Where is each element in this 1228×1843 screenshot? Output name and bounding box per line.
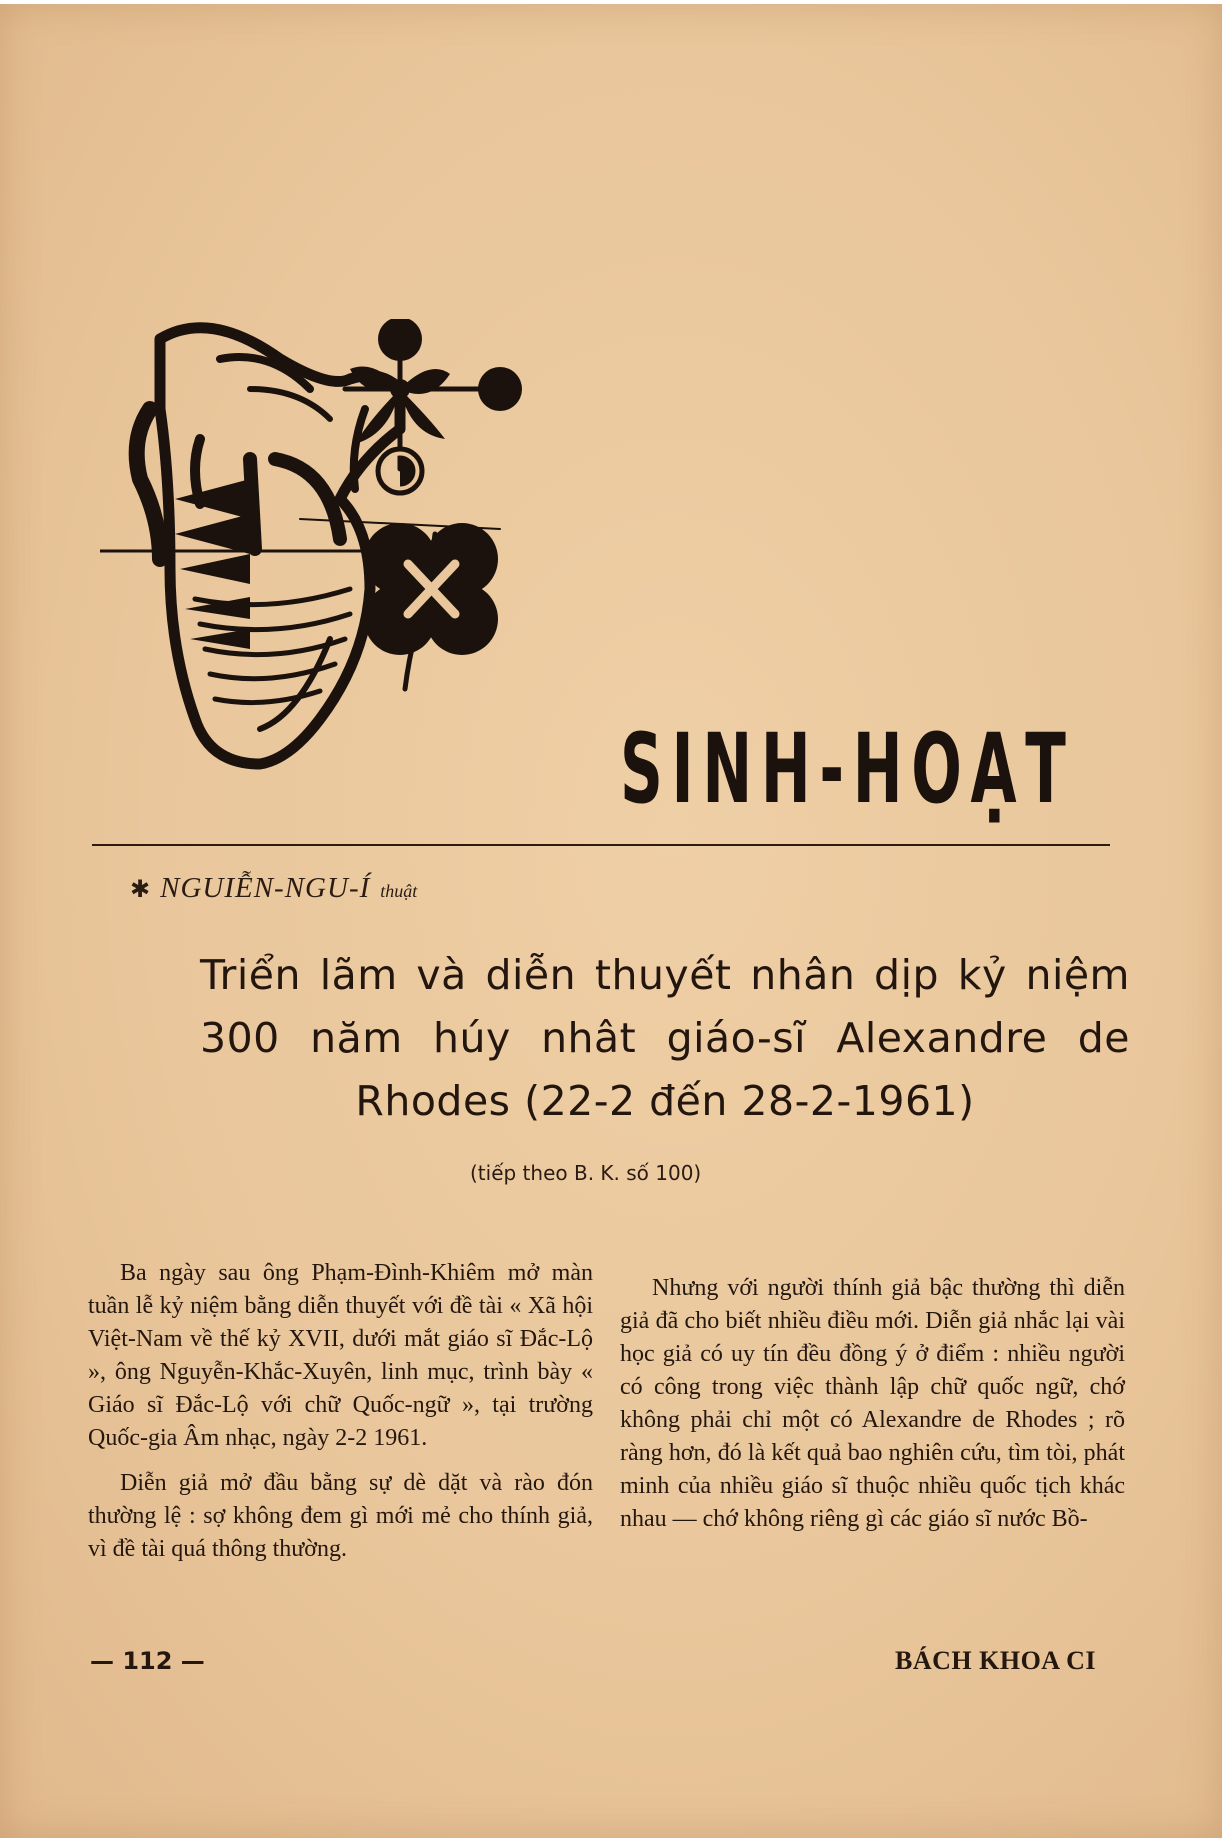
woodcut-illustration [100,319,600,829]
right-column [620,1272,1125,1548]
author-name: NGUIỄN-NGU-Í [160,872,371,904]
article-headline: Triển lãm và diễn thuyết nhân dịp kỷ niệm 300 năm húy nhât giáo-sĩ Alexandre de Rhodes (22-2 đến 28-2-1961) [200,951,1130,1125]
paragraph: Ba ngày sau ông Phạm-Đình-Khiêm mở màn tuần lễ kỷ niệm bằng diễn thuyết với đề tài « Xã hội Việt-Nam về thế kỷ XVII, dưới mắt giáo sĩ Đắc-Lộ », ông Nguyễn-Khắc-Xuyên, linh mục, trình bày « Giáo sĩ Đắc-Lộ với chữ Quốc-ngữ », tại trường Quốc-gia Âm nhạc, ngày 2-2 1961. [88,1260,593,1451]
magazine-page [0,4,1222,1838]
author-role: thuật [380,881,418,901]
page-number: — 112 — [90,1647,205,1675]
section-divider [92,844,1110,846]
section-title: SINH-HOẠT [620,713,1075,825]
author-line [130,872,417,912]
paragraph: Nhưng với người thính giả bậc thường thì diễn giả đã cho biết nhiều điều mới. Diễn giả nhắc lại vài học giả có uy tín đều đồng ý ở điểm : nhiều người có công trong việc thành lập chữ quốc ngữ, chớ không phải chỉ một có Alexandre de Rhodes ; rõ ràng hơn, đó là kết quả bao nghiên cứu, tìm tòi, phát minh của nhiều giáo sĩ thuộc nhiều quốc tịch khác nhau — chớ không riêng gì các giáo sĩ nước Bồ- [620,1275,1125,1532]
continued-note: (tiếp theo B. K. số 100) [470,1161,702,1185]
paragraph: Diễn giả mở đầu bằng sự dè dặt và rào đón thường lệ : sợ không đem gì mới mẻ cho thính giả, vì đề tài quá thông thường. [88,1470,593,1562]
publication-name: BÁCH KHOA CI [895,1646,1097,1675]
left-column [88,1257,593,1578]
author-mark: ✱ [130,875,151,903]
